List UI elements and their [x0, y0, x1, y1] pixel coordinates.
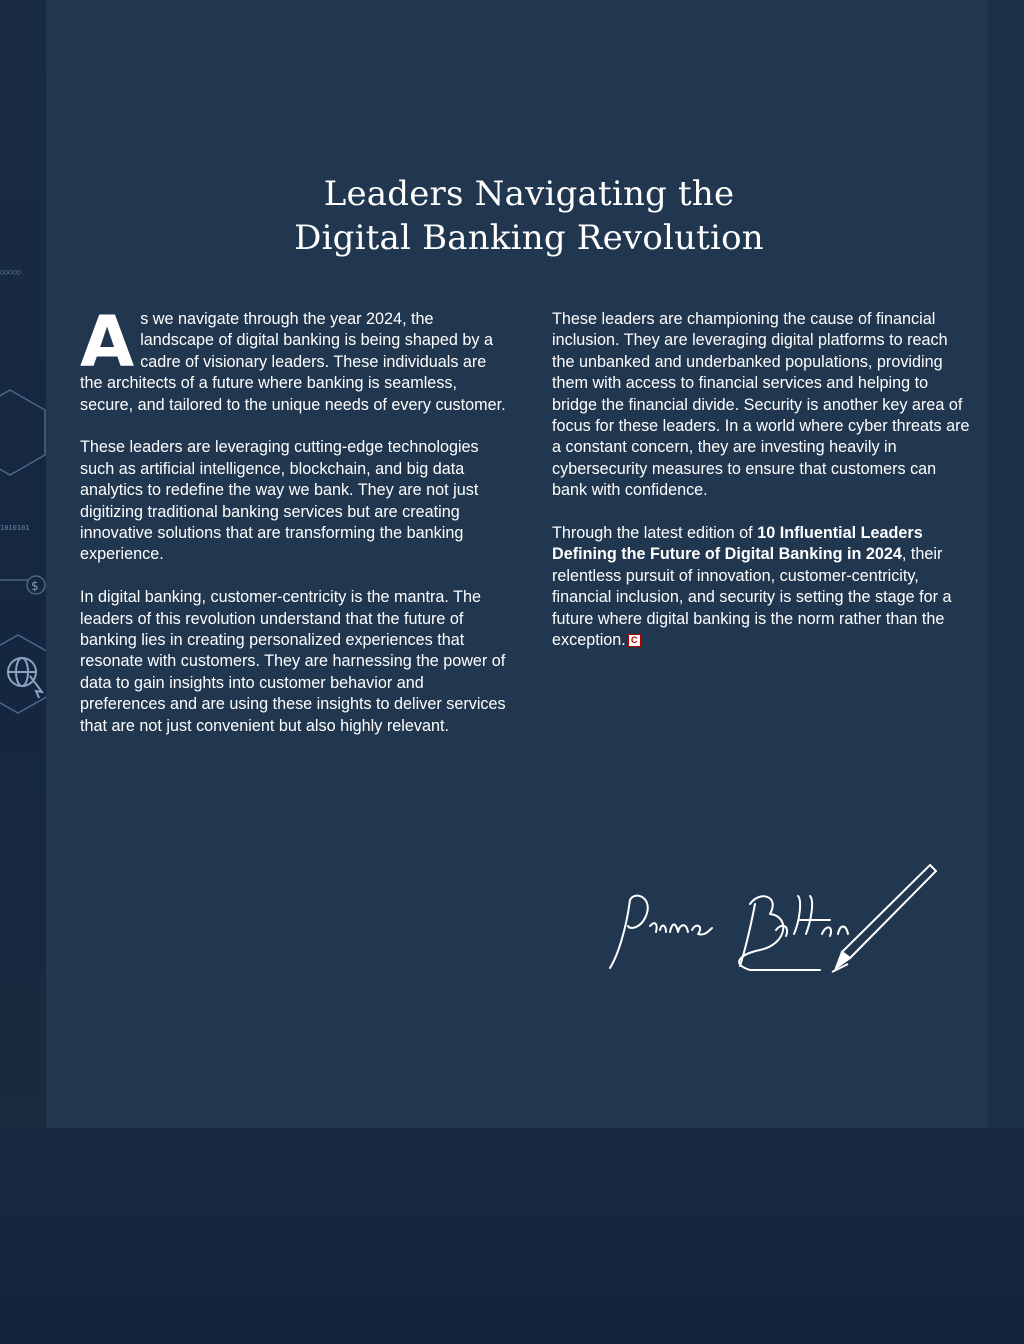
background-right-strip: [988, 0, 1024, 1130]
edition-title: 10 Influential Leaders Defining the Future of Digital Banking in 2024: [552, 524, 923, 564]
paragraph-customer-centricity: In digital banking, customer-centricity is the mantra. The leaders of this revolution understand that the future of banking lies in creating personalized experiences that resonate with customers. They are harnessing the power of data to gain insights into customer behavior and preferences and are using these insights to deliver services that are not just convenient but also highly relevant.: [80, 588, 506, 735]
conclusion-rest: , their relentless pursuit of innovation, customer-centricity, financial inclusion, and security is setting the stage for a future where digital banking is the norm rather than the exception.: [552, 545, 952, 650]
dollar-coin-icon: [31, 579, 39, 593]
end-of-article-mark: C: [628, 634, 641, 647]
svg-text:1010101: 1010101: [0, 524, 30, 532]
drop-cap: A: [80, 301, 135, 383]
svg-text:$: $: [31, 579, 39, 593]
right-column: [552, 309, 972, 673]
left-column: [80, 301, 508, 758]
article-title: [46, 172, 1012, 260]
conclusion-lead: Through the latest edition of: [552, 524, 758, 543]
svg-text:○○○○○: ○○○○○: [0, 268, 22, 276]
paragraph-technology: These leaders are leveraging cutting-edge technologies such as artificial intelligence, blockchain, and big data analytics to redefine the way we bank. They are not just digitizing traditional banking services but are creating innovative solutions that are transforming the banking experience.: [80, 438, 479, 564]
globe-cursor-icon: [8, 658, 42, 698]
fountain-pen-icon: [832, 865, 936, 972]
intro-text: s we navigate through the year 2024, the landscape of digital banking is being shaped by a cadre of visionary leaders. These individuals are the architects of a future where banking is seamless, secure, and tailored to the unique needs of every customer.: [80, 310, 506, 414]
hexagon-outline: [0, 390, 45, 475]
background-bottom: [0, 1128, 1024, 1344]
paragraph-intro: [80, 301, 508, 416]
handwritten-signature: [610, 896, 848, 970]
signature-image: [600, 860, 940, 980]
paragraph-financial-inclusion: These leaders are championing the cause of financial inclusion. They are leveraging digital platforms to reach the unbanked and underbanked populations, providing them with access to financial services and helping to bridge the financial divide. Security is another key area of focus for these leaders. In a world where cyber threats are a constant concern, they are investing heavily in cybersecurity measures to ensure that customers can bank with confidence.: [552, 310, 970, 500]
title-line-1: Leaders Navigating the: [323, 174, 735, 214]
paragraph-conclusion: [552, 523, 972, 651]
title-line-2: Digital Banking Revolution: [294, 218, 764, 258]
